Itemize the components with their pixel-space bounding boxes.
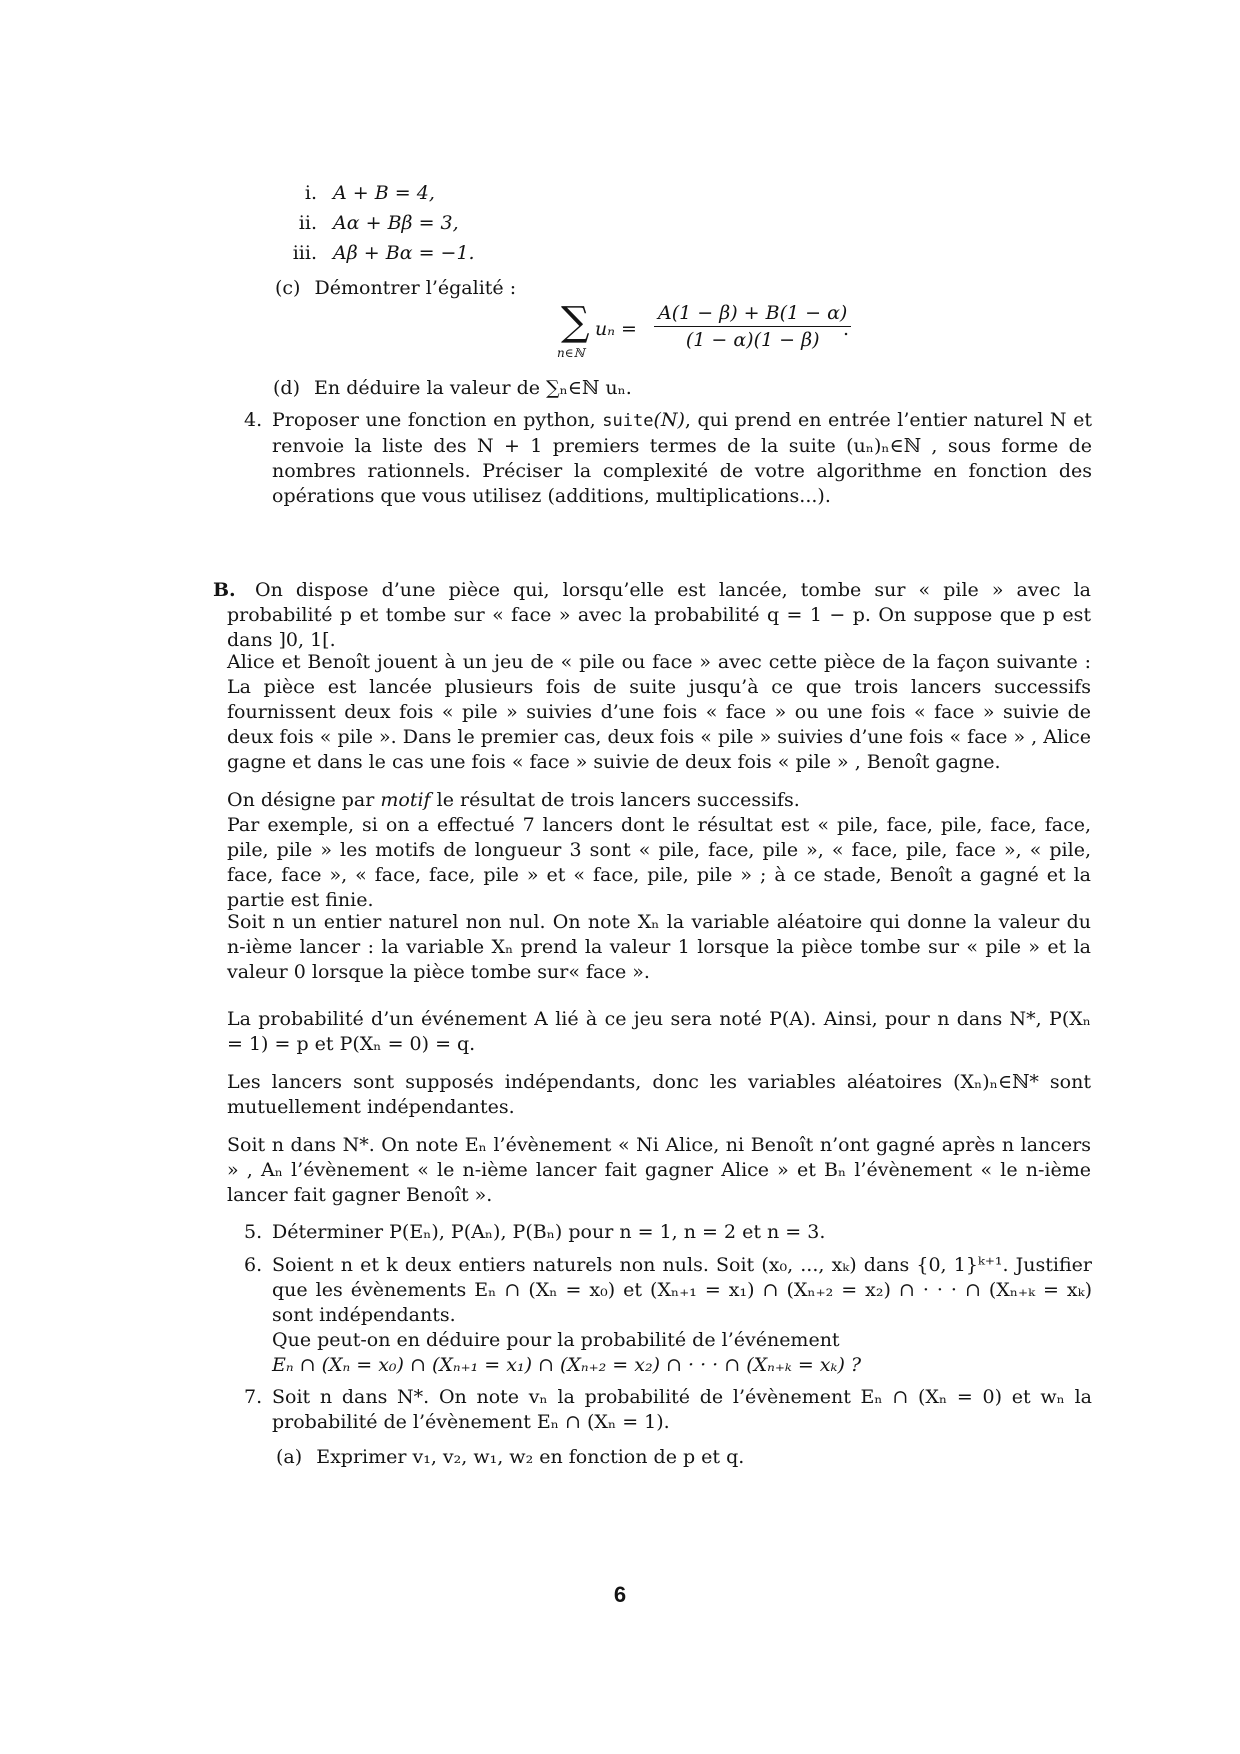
- question-4-text: [272, 408, 1092, 509]
- question-4-intro: Proposer une fonction en python,: [272, 409, 603, 431]
- events-definition: Soit n dans N*. On note Eₙ l’évènement « Ni Alice, ni Benoît n’ont gagné après n lancers » , Aₙ l’évènement « le n-ième lancer fait gagner Alice » et Bₙ l’évènement « le n-ième lancer fait gagner Benoît ».: [227, 1134, 1091, 1206]
- sum-fraction: [654, 302, 851, 351]
- part-b-intro: On dispose d’une pièce qui, lorsqu’elle est lancée, tombe sur « pile » avec la probabilité p et tombe sur « face » avec la probabilité q = 1 − p. On suppose que p est dans ]0, 1[.: [227, 579, 1091, 651]
- sum-subscript: n∈ℕ: [557, 346, 585, 360]
- fraction-denominator: (1 − α)(1 − β): [685, 329, 820, 351]
- question-7-text: Soit n dans N*. On note vₙ la probabilité de l’évènement Eₙ ∩ (Xₙ = 0) et wₙ la probabilité de l’évènement Eₙ ∩ (Xₙ = 1).: [272, 1386, 1092, 1433]
- page-number: 6: [613, 1582, 627, 1607]
- question-d-text: En déduire la valeur de ∑ₙ∈ℕ uₙ.: [314, 377, 632, 399]
- condition-ii: [285, 211, 459, 235]
- condition-i-math: A + B = 4,: [333, 182, 435, 204]
- independence-statement: Les lancers sont supposés indépendants, donc les variables aléatoires (Xₙ)ₙ∈ℕ* sont mutuellement indépendantes.: [227, 1071, 1091, 1118]
- motif-example: Par exemple, si on a effectué 7 lancers dont le résultat est « pile, face, pile, face, face, pile, pile » les motifs de longueur 3 sont « pile, face, pile », « face, pile, face », « pile, face, face », « face, face, pile » et « face, pile, pile » ; à ce stade, Benoît a gagné et la partie est finie.: [227, 814, 1091, 911]
- formula-period: .: [843, 318, 850, 340]
- question-c: [275, 276, 516, 300]
- question-7-label: 7.: [244, 1386, 263, 1408]
- condition-iii-math: Aβ + Bα = −1.: [333, 242, 475, 264]
- question-7a: [276, 1445, 744, 1469]
- code-function-name: suite: [602, 411, 654, 431]
- question-c-text: Démontrer l’égalité :: [314, 277, 517, 299]
- question-6-label: 6.: [244, 1254, 263, 1276]
- condition-i-label: i.: [304, 182, 317, 204]
- question-5-label: 5.: [244, 1221, 263, 1243]
- question-7a-label: (a): [276, 1446, 303, 1468]
- code-function-arg: (N): [653, 409, 685, 431]
- condition-ii-label: ii.: [298, 212, 317, 234]
- question-4-label: 4.: [244, 409, 263, 431]
- sum-formula: [557, 299, 857, 364]
- question-d-label: (d): [273, 377, 300, 399]
- condition-ii-math: Aα + Bβ = 3,: [333, 212, 459, 234]
- question-6-text: [272, 1253, 1092, 1378]
- question-5-text: Déterminer P(Eₙ), P(Aₙ), P(Bₙ) pour n = 1, n = 2 et n = 3.: [272, 1221, 826, 1243]
- question-6-statement: Soient n et k deux entiers naturels non nuls. Soit (x₀, ..., xₖ) dans {0, 1}ᵏ⁺¹. Justifier que les évènements Eₙ ∩ (Xₙ = x₀) et (Xₙ₊₁ = x₁) ∩ (Xₙ₊₂ = x₂) ∩ · · · ∩ (Xₙ₊ₖ = xₖ) sont indépendants.: [272, 1254, 1092, 1326]
- condition-iii-label: iii.: [292, 242, 317, 264]
- condition-iii: [285, 241, 475, 265]
- sigma-symbol: ∑: [561, 299, 590, 345]
- question-7a-text: Exprimer v₁, v₂, w₁, w₂ en fonction de p et q.: [316, 1446, 745, 1468]
- part-b-label: B.: [213, 579, 236, 601]
- motif-definition: [227, 788, 1091, 813]
- motif-intro: On désigne par: [227, 789, 381, 811]
- probability-definition: La probabilité d’un événement A lié à ce jeu sera noté P(A). Ainsi, pour n dans N*, P(Xₙ = 1) = p et P(Xₙ = 0) = q.: [227, 1008, 1091, 1055]
- fraction-numerator: A(1 − β) + B(1 − α): [654, 302, 851, 327]
- game-description: Alice et Benoît jouent à un jeu de « pile ou face » avec cette pièce de la façon suivante : La pièce est lancée plusieurs fois de suite jusqu’à ce que trois lancers successifs fournissent deux fois « pile » suivies d’une fois « face » ou une fois « face » suivie de deux fois « pile ». Dans le premier cas, deux fois « pile » suivies d’une fois « face » , Alice gagne et dans le cas une fois « face » suivie de deux fois « pile » , Benoît gagne.: [227, 651, 1091, 773]
- question-6-event: Eₙ ∩ (Xₙ = x₀) ∩ (Xₙ₊₁ = x₁) ∩ (Xₙ₊₂ = x₂) ∩ · · · ∩ (Xₙ₊ₖ = xₖ) ?: [272, 1354, 862, 1376]
- question-6-line-2: Que peut-on en déduire pour la probabilité de l’événement: [272, 1329, 840, 1351]
- question-d: [273, 376, 632, 400]
- motif-rest: le résultat de trois lancers successifs.: [430, 789, 800, 811]
- question-4-rest: , qui prend en entrée l’entier naturel N et renvoie la liste des N + 1 premiers termes de la suite (uₙ)ₙ∈ℕ , sous forme de nombres rationnels. Préciser la complexité de votre algorithme en fonction des opérations que vous utilisez (additions, multiplications...).: [272, 409, 1092, 507]
- condition-i: [285, 181, 435, 205]
- sum-lhs: uₙ =: [595, 318, 637, 340]
- variable-definition: Soit n un entier naturel non nul. On note Xₙ la variable aléatoire qui donne la valeur du n-ième lancer : la variable Xₙ prend la valeur 1 lorsque la pièce tombe sur « pile » et la valeur 0 lorsque la pièce tombe sur« face ».: [227, 911, 1091, 983]
- question-c-label: (c): [275, 277, 301, 299]
- motif-term: motif: [380, 789, 431, 811]
